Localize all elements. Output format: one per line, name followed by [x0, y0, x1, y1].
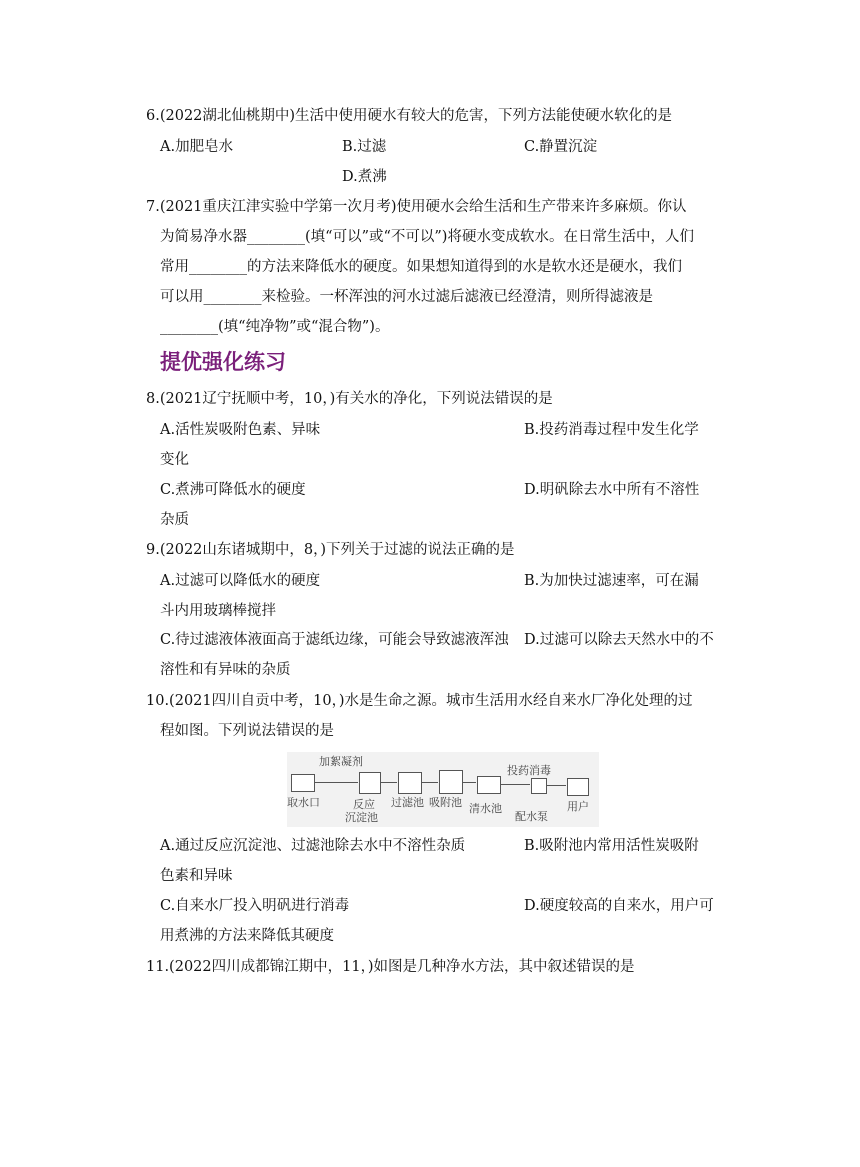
q10-option-c: C.自来水厂投入明矾进行消毒: [160, 898, 350, 914]
intake-tank-icon: [291, 774, 315, 792]
flow-arrow: [546, 785, 566, 786]
label-intake: 取水口: [287, 796, 320, 809]
q10-option-b-cont: 色素和异味: [160, 868, 233, 884]
q6-option-c: C.静置沉淀: [524, 139, 598, 155]
q9-option-c: C.待过滤液体液面高于滤纸边缘，可能会导致滤液浑浊: [160, 632, 509, 648]
water-treatment-diagram: [287, 752, 599, 827]
section-title: 提优强化练习: [160, 350, 286, 374]
flow-arrow: [500, 784, 530, 785]
adsorption-tank-icon: [439, 770, 463, 794]
flow-arrow: [314, 782, 358, 783]
filter-tank-icon: [398, 772, 422, 794]
q10-option-d: D.硬度较高的自来水，用户可: [524, 898, 714, 914]
q8-option-c: C.煮沸可降低水的硬度: [160, 482, 306, 498]
label-filter: 过滤池: [391, 796, 424, 809]
label-adsorb: 吸附池: [429, 796, 462, 809]
q9-option-d: D.过滤可以除去天然水中的不: [524, 632, 714, 648]
q7-line-4: 可以用________来检验。一杯浑浊的河水过滤后滤液已经澄清，则所得滤液是: [160, 289, 653, 305]
q9-option-b: B.为加快过滤速率，可在漏: [524, 573, 699, 589]
label-clear: 清水池: [469, 802, 502, 815]
q11-stem: 11.(2022四川成都锦江期中，11，)如图是几种净水方法，其中叙述错误的是: [146, 959, 635, 975]
label-pump: 配水泵: [515, 810, 548, 823]
flow-arrow: [380, 782, 397, 783]
q9-option-d-cont: 溶性和有异味的杂质: [160, 662, 291, 678]
q9-option-a: A.过滤可以降低水的硬度: [160, 573, 321, 589]
q6-option-a: A.加肥皂水: [160, 139, 234, 155]
q8-option-d-cont: 杂质: [160, 512, 189, 528]
q8-option-b-cont: 变化: [160, 452, 189, 468]
q10-option-d-cont: 用煮沸的方法来降低其硬度: [160, 928, 334, 944]
q10-option-a: A.通过反应沉淀池、过滤池除去水中不溶性杂质: [160, 838, 466, 854]
flow-arrow: [462, 782, 476, 783]
clear-water-tank-icon: [477, 776, 501, 794]
pump-icon: [531, 778, 547, 794]
q9-option-b-cont: 斗内用玻璃棒搅拌: [160, 603, 276, 619]
label-user: 用户: [567, 800, 589, 813]
q10-line-2: 程如图。下列说法错误的是: [160, 723, 334, 739]
reaction-tank-icon: [359, 772, 381, 794]
q6-option-b: B.过滤: [342, 139, 387, 155]
q10-line-1: 10.(2021四川自贡中考，10，)水是生命之源。城市生活用水经自来水厂净化处理的过: [146, 693, 693, 709]
q9-stem: 9.(2022山东诸城期中，8，)下列关于过滤的说法正确的是: [146, 542, 515, 558]
q7-line-3: 常用________的方法来降低水的硬度。如果想知道得到的水是软水还是硬水，我们: [160, 259, 682, 275]
label-add-coagulant: 加絮凝剂: [319, 755, 363, 768]
q8-stem: 8.(2021辽宁抚顺中考，10，)有关水的净化，下列说法错误的是: [146, 391, 553, 407]
q8-option-b: B.投药消毒过程中发生化学: [524, 422, 699, 438]
q7-line-1: 7.(2021重庆江津实验中学第一次月考)使用硬水会给生活和生产带来许多麻烦。你认: [146, 199, 687, 215]
house-icon: [567, 778, 589, 796]
q6-option-d: D.煮沸: [342, 169, 387, 185]
label-sedimentation: 沉淀池: [345, 811, 378, 824]
q7-line-2: 为简易净水器________(填“可以”或“不可以”)将硬水变成软水。在日常生活中，人们: [160, 229, 694, 245]
q6-stem: 6.(2022湖北仙桃期中)生活中使用硬水有较大的危害，下列方法能使硬水软化的是: [146, 108, 673, 124]
flow-arrow: [421, 782, 438, 783]
q8-option-d: D.明矾除去水中所有不溶性: [524, 482, 700, 498]
label-reaction: 反应: [353, 798, 375, 811]
label-disinfect: 投药消毒: [507, 764, 551, 777]
q8-option-a: A.活性炭吸附色素、异味: [160, 422, 321, 438]
q10-option-b: B.吸附池内常用活性炭吸附: [524, 838, 699, 854]
q7-line-5: ________(填“纯净物”或“混合物”)。: [160, 319, 390, 335]
